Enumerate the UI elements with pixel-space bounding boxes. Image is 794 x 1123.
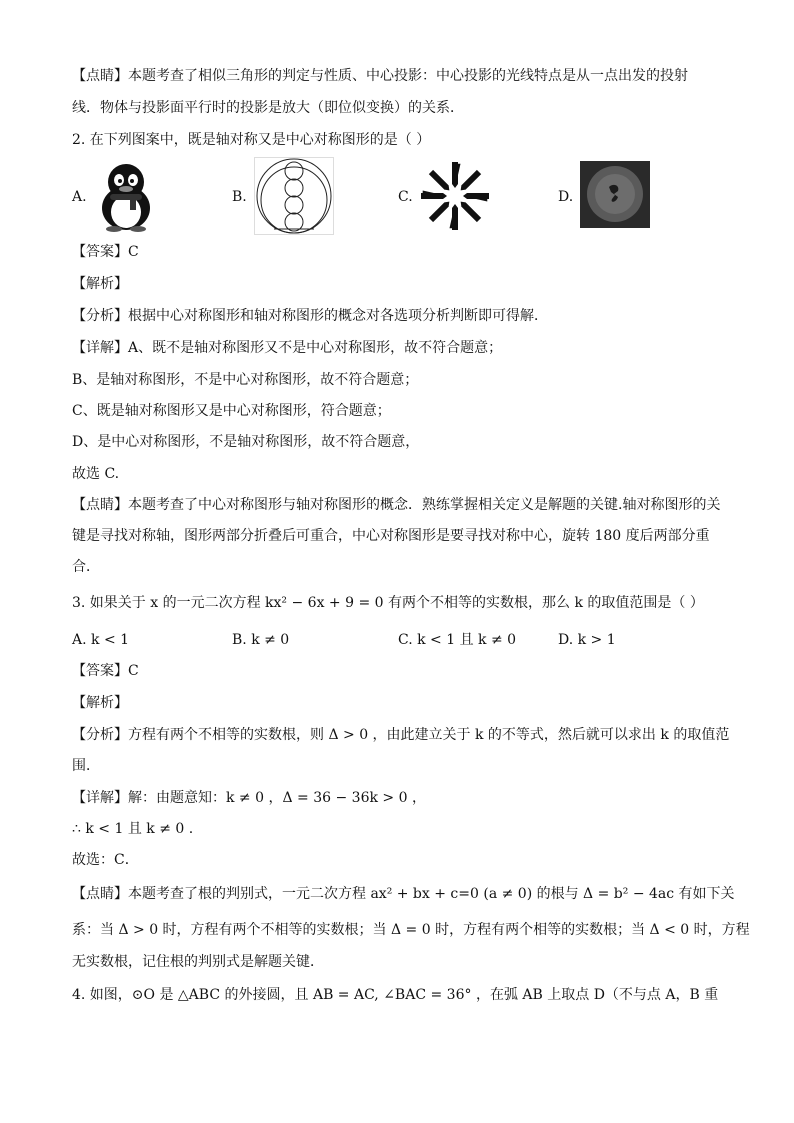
q2-answer: 【答案】C bbox=[72, 244, 139, 260]
q2-option-b-label: B. bbox=[232, 189, 247, 205]
q3-remark-1: 【点睛】本题考查了根的判别式，一元二次方程 ax² + bx + c=0 (a ≠ 0) 的根与 Δ = b² − 4ac 有如下关 bbox=[72, 886, 735, 902]
q3-analysis-1: 【分析】方程有两个不相等的实数根，则 Δ > 0 ，由此建立关于 k 的不等式，然后就可以求出 k 的取值范 bbox=[72, 727, 730, 743]
q3-remark-2: 系：当 Δ > 0 时，方程有两个不相等的实数根；当 Δ = 0 时，方程有两个相等的实数根；当 Δ < 0 时，方程 bbox=[72, 922, 750, 938]
q3-option-c: C. k < 1 且 k ≠ 0 bbox=[398, 632, 517, 648]
q3-option-b: B. k ≠ 0 bbox=[232, 632, 290, 648]
q2-option-c-label: C. bbox=[398, 189, 413, 205]
question-3-stem: 3. 如果关于 x 的一元二次方程 kx² − 6x + 9 = 0 有两个不相等的实数根，那么 k 的取值范围是（ ） bbox=[72, 595, 704, 611]
question-4-stem: 4. 如图，⊙O 是 △ABC 的外接圆，且 AB = AC, ∠BAC = 36° ，在弧 AB 上取点 D（不与点 A，B 重 bbox=[72, 987, 719, 1003]
q2-remark-1: 【点睛】本题考查了中心对称图形与轴对称图形的概念．熟练掌握相关定义是解题的关键.轴对称图形的关 bbox=[72, 497, 721, 513]
question-2-stem: 2. 在下列图案中，既是轴对称又是中心对称图形的是（ ） bbox=[72, 132, 431, 148]
q3-remark-3: 无实数根，记住根的判别式是解题关键． bbox=[72, 954, 324, 970]
q2-option-a-label: A. bbox=[72, 189, 87, 205]
q3-option-d: D. k > 1 bbox=[558, 632, 616, 648]
q2-remark-2: 键是寻找对称轴，图形两部分折叠后可重合，中心对称图形是要寻找对称中心，旋转 180 度后两部分重 bbox=[72, 528, 710, 544]
q2-choose: 故选 C. bbox=[72, 466, 120, 482]
q3-choose: 故选：C． bbox=[72, 852, 139, 868]
q2-analysis: 【分析】根据中心对称图形和轴对称图形的概念对各选项分析判断即可得解． bbox=[72, 308, 548, 324]
note-line-1: 【点睛】本题考查了相似三角形的判定与性质、中心投影：中心投影的光线特点是从一点出发的投射 bbox=[72, 68, 688, 84]
arrows-star-figure bbox=[416, 158, 494, 234]
q3-detail: 【详解】解：由题意知：k ≠ 0 ，Δ = 36 − 36k > 0 ， bbox=[72, 790, 426, 806]
q3-analysis-2: 围． bbox=[72, 758, 100, 774]
q3-explanation-heading: 【解析】 bbox=[72, 695, 128, 711]
q2-detail-b: B、是轴对称图形，不是中心对称图形，故不符合题意； bbox=[72, 372, 419, 388]
q2-detail-d: D、是中心对称图形，不是轴对称图形，故不符合题意， bbox=[72, 434, 420, 450]
q2-option-d-label: D. bbox=[558, 189, 574, 205]
round-symbol-figure bbox=[580, 161, 650, 228]
q2-explanation-heading: 【解析】 bbox=[72, 276, 128, 292]
q2-detail-a: 【详解】A、既不是轴对称图形又不是中心对称图形，故不符合题意； bbox=[72, 340, 503, 356]
penguin-figure bbox=[92, 160, 160, 232]
circles-figure bbox=[254, 157, 334, 235]
q3-therefore: ∴ k < 1 且 k ≠ 0 . bbox=[72, 821, 194, 837]
q3-answer: 【答案】C bbox=[72, 663, 139, 679]
note-line-2: 线．物体与投影面平行时的投影是放大（即位似变换）的关系． bbox=[72, 100, 464, 116]
q2-detail-c: C、既是轴对称图形又是中心对称图形，符合题意； bbox=[72, 403, 391, 419]
q3-option-a: A. k < 1 bbox=[72, 632, 130, 648]
q2-remark-3: 合． bbox=[72, 559, 100, 575]
